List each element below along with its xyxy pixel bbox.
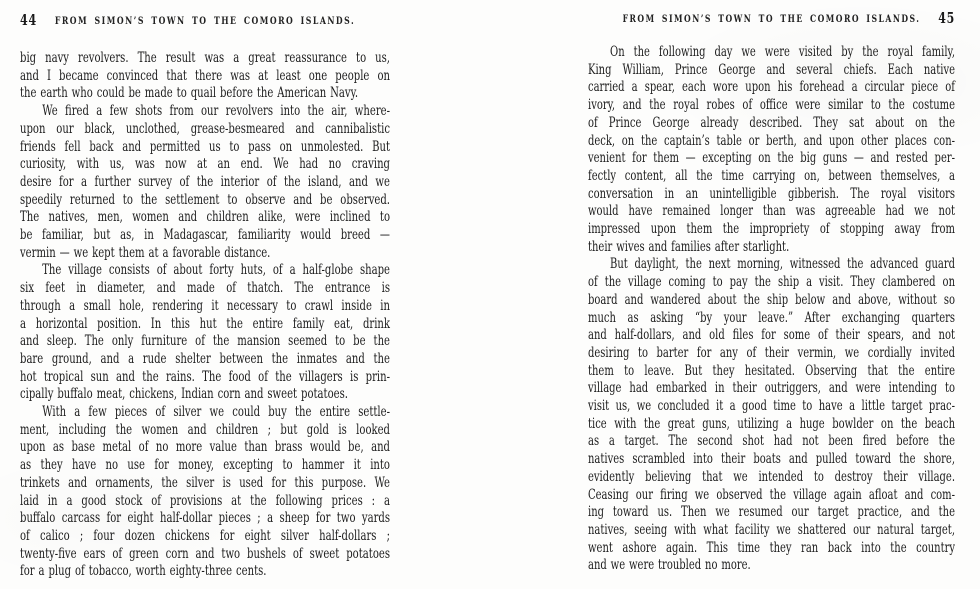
text-line: of the village coming to pay the ship a visit. They clambered on — [588, 274, 955, 291]
text-line: desire for a further survey of the interior of the island, and we — [20, 173, 390, 190]
text-line: On the following day we were visited by the royal family, — [610, 44, 955, 60]
text-line: six feet in diameter, and made of thatch. The entrance is — [20, 280, 390, 297]
text-line: village had embarked in their outriggers, and were intending to — [588, 380, 955, 397]
text-line: friends fell back and permitted us to pass on unmolested. But — [20, 138, 390, 155]
text-line: cipally buffalo meat, chickens, Indian corn and sweet potatoes. — [20, 386, 348, 403]
text-line: went ashore again. This time they ran back into the country — [588, 539, 955, 556]
left-running-head — [20, 12, 390, 30]
text-line: fectly content, all the time carrying on, between themselves, a — [588, 167, 955, 184]
text-line: would have remained longer than was agreeable had we not — [588, 203, 955, 220]
text-line: vermin — we kept them at a favorable distance. — [20, 244, 271, 261]
text-line: them to leave. But they hesitated. Observing that the entire — [588, 362, 955, 379]
text-line: conversation in an unintelligible gibberish. The royal visitors — [588, 185, 955, 202]
text-line: upon our black, unclothed, grease-besmeared and cannibalistic — [20, 120, 390, 137]
text-line: of Prince George already described. They sat about on the — [588, 114, 955, 131]
page-body — [20, 50, 390, 581]
text-line: curiosity, with us, was now at an end. We had no craving — [20, 156, 390, 173]
paragraph — [588, 256, 955, 575]
text-line: a horizontal position. In this hut the entire family eat, drink — [20, 315, 390, 332]
text-line: and we were troubled no more. — [588, 557, 751, 574]
running-title-left: FROM SIMON’S TOWN TO THE COMORO ISLANDS. — [54, 15, 356, 27]
text-line: big navy revolvers. The result was a great reassurance to us, — [20, 50, 390, 66]
text-line: through a small hole, rendering it necessary to crawl inside in — [20, 297, 390, 314]
text-line: King William, Prince George and several chiefs. Each native — [588, 61, 955, 78]
text-line: But daylight, the next morning, witnessed the advanced guard — [610, 256, 955, 273]
text-line: bare ground, and a rude shelter between the inmates and the — [20, 350, 390, 367]
text-line: be familiar, but as, in Madagascar, familiarity would breed — — [20, 227, 390, 244]
text-line: twenty-five ears of green corn and two bushels of sweet potatoes — [20, 545, 390, 562]
text-line: trinkets and ornaments, the silver is used for this purpose. We — [20, 474, 390, 491]
text-line: ivory, and the royal robes of office were similar to the costume — [588, 97, 955, 114]
text-line: speedily returned to the settlement to observe and be observed. — [20, 191, 390, 208]
text-line: tice with the great guns, utilizing a huge bowlder on the beach — [588, 415, 955, 432]
text-line: The village consists of about forty huts, of a half-globe shape — [42, 262, 390, 279]
paragraph — [20, 262, 390, 404]
text-line: deck, on the captain’s table or berth, and upon other places con- — [588, 132, 955, 149]
running-title-right: FROM SIMON’S TOWN TO THE COMORO ISLANDS. — [622, 13, 921, 25]
text-line: and I became convinced that there was at least one people on — [20, 67, 390, 84]
paragraph — [20, 404, 390, 581]
text-line: natives scrambled into their boats and pulled toward the shore, — [588, 451, 955, 468]
text-line: hot tropical sun and the rains. The food of the villagers is prin- — [20, 368, 390, 385]
text-line: their wives and families after starlight. — [588, 238, 790, 255]
text-line: buffalo carcass for eight half-dollar pieces ; a sheep for two yards — [20, 510, 390, 527]
text-line: board and wandered about the ship below and above, without so — [588, 291, 955, 308]
text-line: natives, seeing with what facility we shattered our natural target, — [588, 521, 955, 538]
paragraph — [20, 50, 390, 103]
text-line: laid in a good stock of provisions at the following prices : a — [20, 492, 390, 509]
text-line: and sleep. The only furniture of the mansion seemed to be the — [20, 333, 390, 350]
text-line: the earth who could be made to quail before the American Navy. — [20, 85, 359, 102]
text-line: impressed upon them the impropriety of stopping away from — [588, 221, 955, 238]
right-running-head — [588, 10, 955, 28]
text-line: venient for them — excepting on the big guns — and rested per- — [588, 150, 955, 167]
text-line: visit us, we concluded it a good time to have a little target prac- — [588, 398, 955, 415]
text-line: The natives, men, women and children alike, were inclined to — [20, 209, 390, 226]
text-line: ing toward us. Then we resumed our target practice, and the — [588, 504, 955, 521]
text-line: ment, including the women and children ; but gold is looked — [20, 421, 390, 438]
text-line: much as asking “by your leave.” After exchanging quarters — [588, 309, 955, 326]
text-line: as a target. The second shot had not been fired before the — [588, 433, 955, 450]
text-line: We fired a few shots from our revolvers into the air, where- — [42, 103, 390, 120]
text-line: and half-dollars, and old files for some of their spears, and not — [588, 327, 955, 344]
page-number-left: 44 — [20, 11, 37, 29]
text-line: Ceasing our firing we observed the village again afloat and com- — [588, 486, 955, 503]
text-line: carried a spear, each wore upon his forehead a circular piece of — [588, 79, 955, 96]
text-line: of calico ; four dozen chickens for eight silver half-dollars ; — [20, 527, 390, 544]
text-line: With a few pieces of silver we could buy the entire settle- — [42, 404, 390, 421]
text-line: upon as base metal of no more value than brass would be, and — [20, 439, 390, 456]
text-line: evidently believing that we intended to destroy their village. — [588, 468, 955, 485]
text-line: desiring to barter for any of their vermin, we cordially invited — [588, 344, 955, 361]
paragraph — [588, 44, 955, 256]
text-line: for a plug of tobacco, worth eighty-three cents. — [20, 563, 267, 580]
page-body — [588, 44, 955, 575]
right-page — [588, 10, 980, 575]
paragraph — [20, 103, 390, 262]
left-page — [20, 12, 520, 581]
text-line: as they have no use for money, excepting to hammer it into — [20, 457, 390, 474]
page-number-right: 45 — [938, 9, 955, 27]
